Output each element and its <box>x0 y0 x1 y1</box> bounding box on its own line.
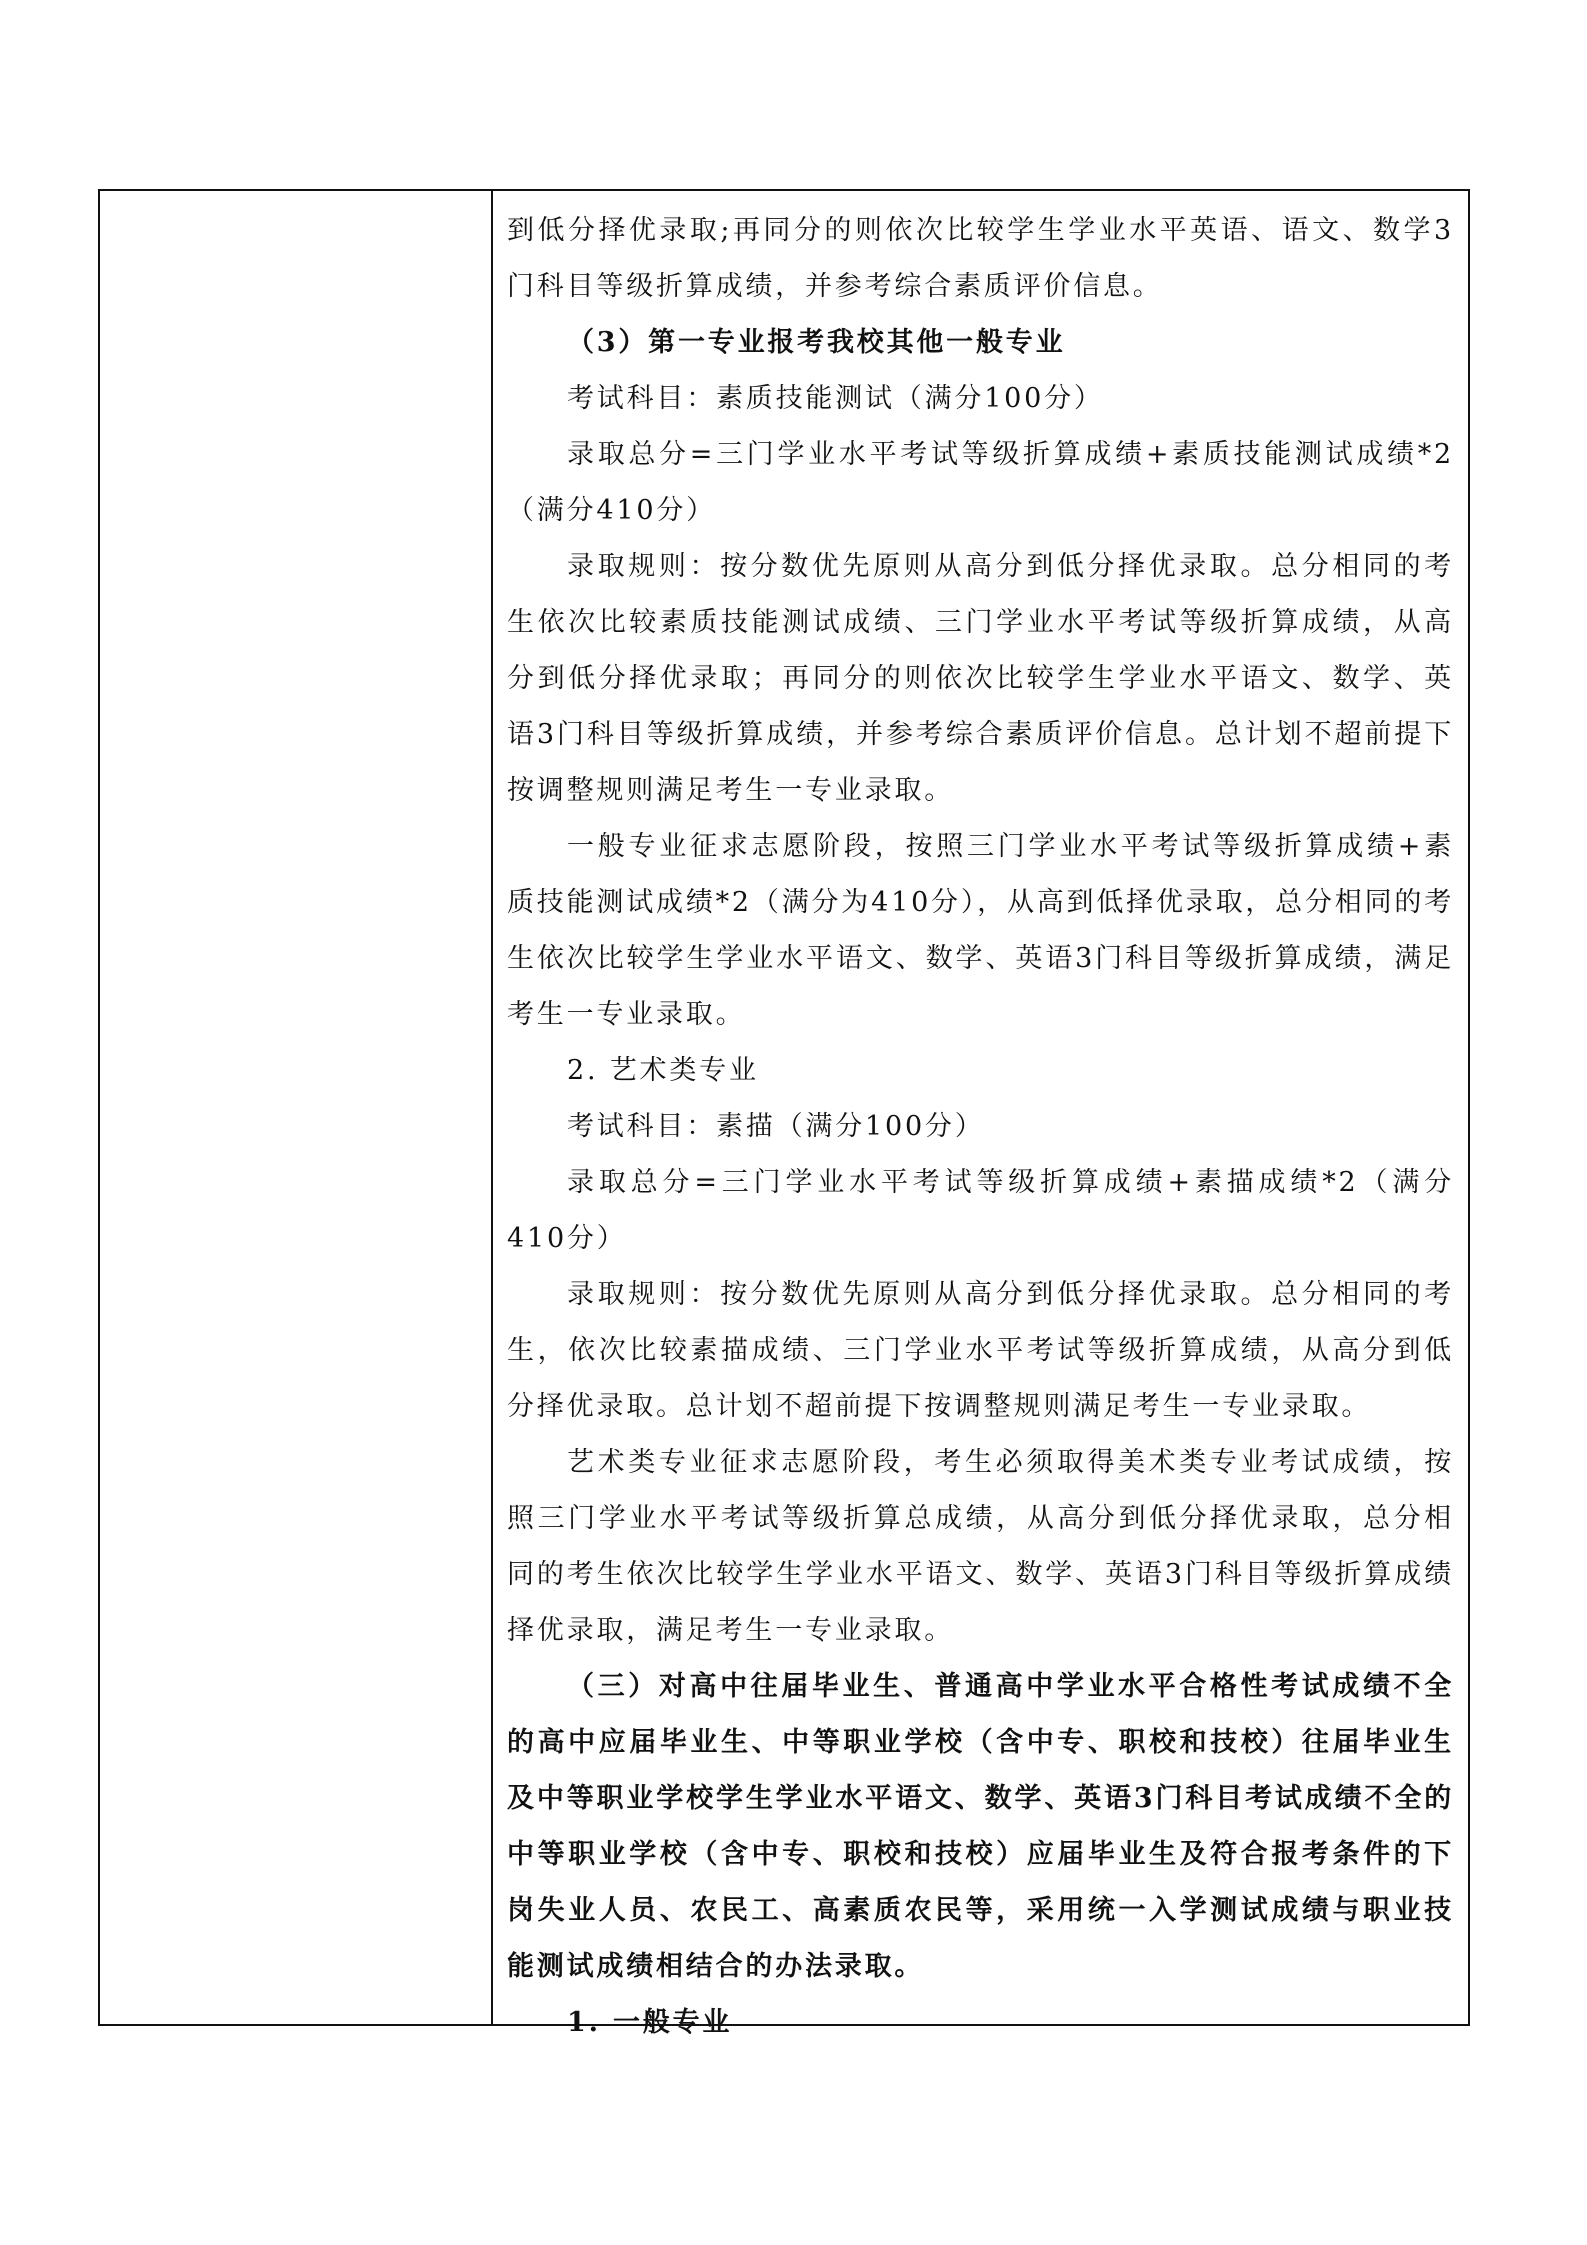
document-table <box>98 189 1470 2038</box>
paragraph-total-score-formula-sketch: 录取总分=三门学业水平考试等级折算成绩+素描成绩*2（满分410分） <box>507 1167 1454 1254</box>
heading-art-majors: 2. 艺术类专业 <box>567 1055 759 1086</box>
paragraph-admission-rule-sketch: 录取规则：按分数优先原则从高分到低分择优录取。总分相同的考生，依次比较素描成绩、三门学业水平考试等级折算成绩，从高分到低分择优录取。总计划不超前提下按调整规则满足考生一专业录取。 <box>507 1279 1454 1422</box>
table-left-cell <box>100 191 493 2024</box>
heading-other-general-majors: （3）第一专业报考我校其他一般专业 <box>567 327 1066 358</box>
heading-section-three: （三）对高中往届毕业生、普通高中学业水平合格性考试成绩不全的高中应届毕业生、中等职业学校（含中专、职校和技校）往届毕业生及中等职业学校学生学业水平语文、数学、英语3门科目考试成绩不全的中等职业学校（含中专、职校和技校）应届毕业生及符合报考条件的下岗失业人员、农民工、高素质农民等，采用统一入学测试成绩与职业技能测试成绩相结合的办法录取。 <box>507 1671 1454 1982</box>
paragraph-art-major-solicitation: 艺术类专业征求志愿阶段，考生必须取得美术类专业考试成绩，按照三门学业水平考试等级折算总成绩，从高分到低分择优录取，总分相同的考生依次比较学生学业水平语文、数学、英语3门科目等级折算成绩择优录取，满足考生一专业录取。 <box>507 1447 1454 1646</box>
paragraph-admission-tiebreak-continued: 到低分择优录取;再同分的则依次比较学生学业水平英语、语文、数学3门科目等级折算成绩，并参考综合素质评价信息。 <box>507 215 1454 302</box>
paragraph-exam-subject-sketch: 考试科目：素描（满分100分） <box>567 1111 985 1142</box>
heading-general-majors: 1. 一般专业 <box>567 2007 733 2038</box>
table-right-cell <box>493 191 1468 2038</box>
paragraph-general-major-solicitation: 一般专业征求志愿阶段，按照三门学业水平考试等级折算成绩+素质技能测试成绩*2（满分为410分），从高到低择优录取，总分相同的考生依次比较学生学业水平语文、数学、英语3门科目等级折算成绩，满足考生一专业录取。 <box>507 831 1454 1030</box>
paragraph-admission-rule-skills: 录取规则：按分数优先原则从高分到低分择优录取。总分相同的考生依次比较素质技能测试成绩、三门学业水平考试等级折算成绩，从高分到低分择优录取；再同分的则依次比较学生学业水平语文、数学、英语3门科目等级折算成绩，并参考综合素质评价信息。总计划不超前提下按调整规则满足考生一专业录取。 <box>507 551 1454 806</box>
paragraph-exam-subject-skills: 考试科目：素质技能测试（满分100分） <box>567 383 1104 414</box>
paragraph-total-score-formula-skills: 录取总分=三门学业水平考试等级折算成绩+素质技能测试成绩*2（满分410分） <box>507 439 1454 526</box>
